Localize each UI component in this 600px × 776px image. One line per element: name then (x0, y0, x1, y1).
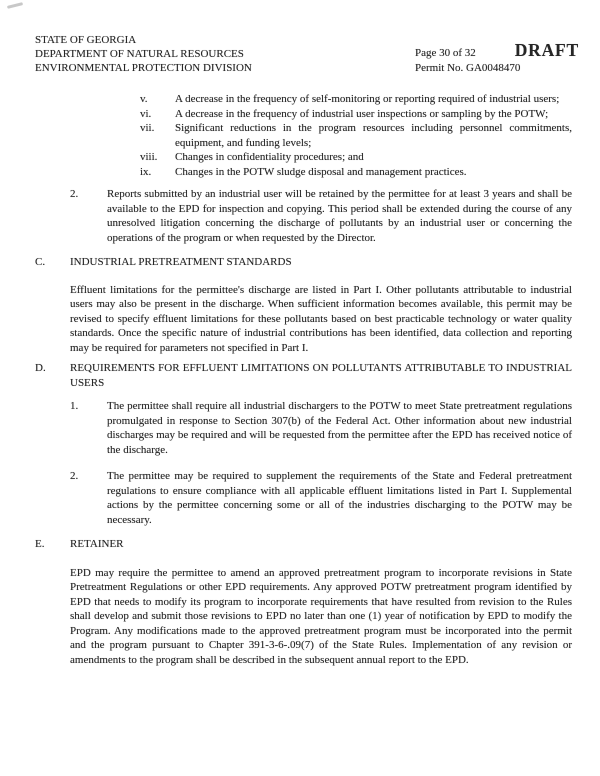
list-item-label: viii. (140, 151, 158, 163)
agency-line-department: DEPARTMENT OF NATURAL RESOURCES (35, 48, 244, 60)
numbered-item-text: The permittee shall require all industrial dischargers to the POTW to meet State pretreatment regulations promulgated in response to Section 307(b) of the Federal Act. Other information about new industrial discharges may be required and will be requested from the permittee after the EPD has received notice of the discharge. (107, 400, 572, 456)
draft-stamp: DRAFT (514, 40, 579, 60)
list-item (140, 150, 572, 165)
numbered-item (70, 399, 572, 457)
section-d-heading (35, 361, 572, 390)
section-letter: C. (35, 256, 46, 268)
list-item-label: vii. (140, 122, 155, 134)
numbered-item-label: 2. (70, 188, 79, 200)
permit-number: Permit No. GA0048470 (415, 62, 521, 74)
list-item (140, 165, 572, 180)
list-item-text: A decrease in the frequency of self-monitoring or reporting required of industrial users; (175, 93, 560, 105)
list-item-label: ix. (140, 165, 152, 178)
section-title: INDUSTRIAL PRETREATMENT STANDARDS (70, 256, 292, 268)
list-item-text: Changes in the POTW sludge disposal and management practices. (175, 165, 467, 178)
numbered-item-text: The permittee may be required to supplement the requirements of the State and Federal pretreatment regulations to ensure compliance with all applicable effluent limitations listed in Part I. Supplemental actions by the permittee concerning some or all of the industries discharging to the POTW may be necessary. (107, 470, 572, 526)
numbered-item-text: Reports submitted by an industrial user will be retained by the permittee for at least 3 years and shall be available to the EPD for inspection and copying. This period shall be extended during the course of any unresolved litigation concerning the discharge of pollutants by an industrial user or concerning the operations of the program or when requested by the Director. (107, 188, 572, 244)
section-letter: E. (35, 538, 45, 550)
numbered-item-label: 2. (70, 470, 79, 482)
list-item-label: v. (140, 93, 148, 105)
list-item (140, 121, 572, 150)
section-e-paragraph: EPD may require the permittee to amend an approved pretreatment program to incorporate revisions in State Pretreatment Regulations or other EPD requirements. Any approved POTW pretreatment program identified by EPD that needs to modify its program to incorporate requirements that have resulted from revision to the Rules shall develop and submit those revisions to EPD no later than one (1) year of notification by EPD to modify the Program. Any modifications made to the approved pretreatment program must be incorporated into the permit and the program pursuant to Chapter 391-3-6-.09(7) of the State Rules. Implementation of any revision or amendments to the program shall be described in the subsequent annual report to the EPD. (70, 566, 572, 666)
section-title: REQUIREMENTS FOR EFFLUENT LIMITATIONS ON POLLUTANTS ATTRIBUTABLE TO INDUSTRIAL USERS (70, 362, 572, 389)
agency-line-state: STATE OF GEORGIA (35, 34, 137, 46)
roman-list (140, 92, 572, 179)
list-item-text: Changes in confidentiality procedures; and (175, 151, 364, 163)
list-item-label: vi. (140, 107, 152, 120)
section-letter: D. (35, 362, 46, 374)
list-item (140, 92, 572, 107)
section-title: RETAINER (70, 538, 124, 550)
numbered-item-label: 1. (70, 400, 79, 412)
section-e-heading (35, 537, 572, 552)
numbered-item (70, 469, 572, 527)
section-c-paragraph: Effluent limitations for the permittee's discharge are listed in Part I. Other pollutants attributable to industrial users may also be present in the discharge. When sufficient information becomes available, this permit may be revised to specify effluent limitations for these pollutants based on best practicable technology or water quality standards. Once the specific nature of industrial contributions has been identified, data collection and reporting may be required for parameters not specified in Part I. (70, 283, 572, 354)
agency-line-division: ENVIRONMENTAL PROTECTION DIVISION (35, 62, 252, 74)
page-header (35, 33, 579, 75)
numbered-item (70, 187, 572, 245)
page-number: Page 30 of 32 (415, 47, 476, 59)
list-item-text: A decrease in the frequency of industrial user inspections or sampling by the POTW; (175, 107, 549, 120)
header-right (415, 40, 579, 76)
section-c-heading (35, 255, 572, 270)
list-item-text: Significant reductions in the program resources including personnel commitments, equipment, and funding levels; (175, 122, 572, 149)
list-item (140, 107, 572, 122)
